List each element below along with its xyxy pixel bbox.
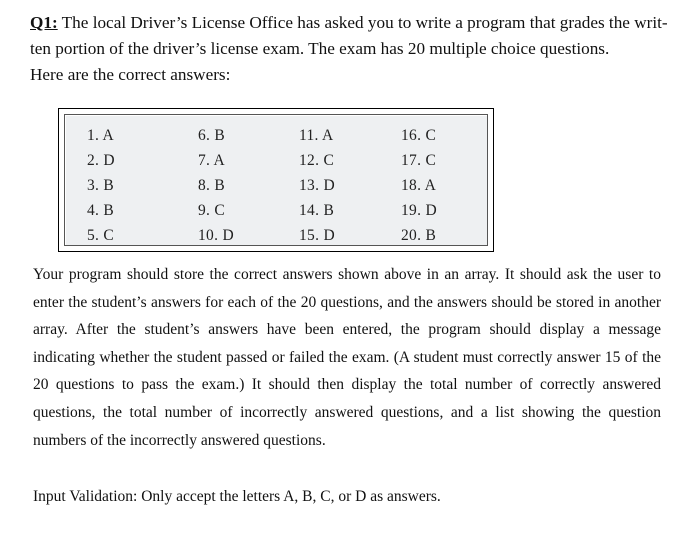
answer-item: 3. B — [87, 177, 115, 194]
answer-item: 11. A — [299, 127, 334, 144]
answer-item: 16. C — [401, 127, 437, 144]
problem-intro — [30, 10, 670, 88]
answer-column-4 — [401, 123, 437, 248]
program-requirements-paragraph: Your program should store the correct answers shown above in an array. It should ask the user to enter the student’s answers for each of the 20 questions, and the answers should be stored in another array. After the student’s answers have been entered, the program should display a message indicating whether the student passed or failed the exam. (A student must correctly answer 15 of the 20 questions to pass the exam.) It should then display the total number of correctly answered questions, the total number of incorrectly answered questions, and a list showing the question numbers of the incorrectly answered questions. — [33, 266, 661, 449]
answer-item: 19. D — [401, 202, 437, 219]
answer-item: 18. A — [401, 177, 437, 194]
input-validation-note: Input Validation: Only accept the letters A, B, C, or D as answers. — [33, 488, 441, 505]
answer-column-2 — [198, 123, 234, 248]
answer-item: 5. C — [87, 227, 115, 244]
answer-item: 13. D — [299, 177, 335, 194]
answer-item: 9. C — [198, 202, 226, 219]
answer-item: 20. B — [401, 227, 437, 244]
answer-item: 7. A — [198, 152, 226, 169]
answer-item: 1. A — [87, 127, 115, 144]
answer-item: 15. D — [299, 227, 335, 244]
intro-line-2: ten portion of the driver’s license exam. The exam has 20 multiple choice questions. — [30, 39, 610, 58]
intro-line-3: Here are the correct answers: — [30, 65, 231, 84]
answer-item: 2. D — [87, 152, 115, 169]
answer-item: 4. B — [87, 202, 115, 219]
answer-item: 14. B — [299, 202, 335, 219]
intro-text-1: The local Driver’s License Office has asked you to write a program that grades the writ- — [57, 13, 668, 32]
answer-item: 10. D — [198, 227, 234, 244]
question-label: Q1: — [30, 13, 58, 32]
answer-key-box — [58, 108, 494, 252]
answer-key-panel — [64, 114, 488, 246]
answer-item: 8. B — [198, 177, 226, 194]
answer-column-1 — [87, 123, 115, 248]
answer-item: 17. C — [401, 152, 437, 169]
answer-column-3 — [299, 123, 335, 248]
intro-line-1 — [30, 10, 670, 36]
answer-item: 6. B — [198, 127, 226, 144]
answer-item: 12. C — [299, 152, 335, 169]
